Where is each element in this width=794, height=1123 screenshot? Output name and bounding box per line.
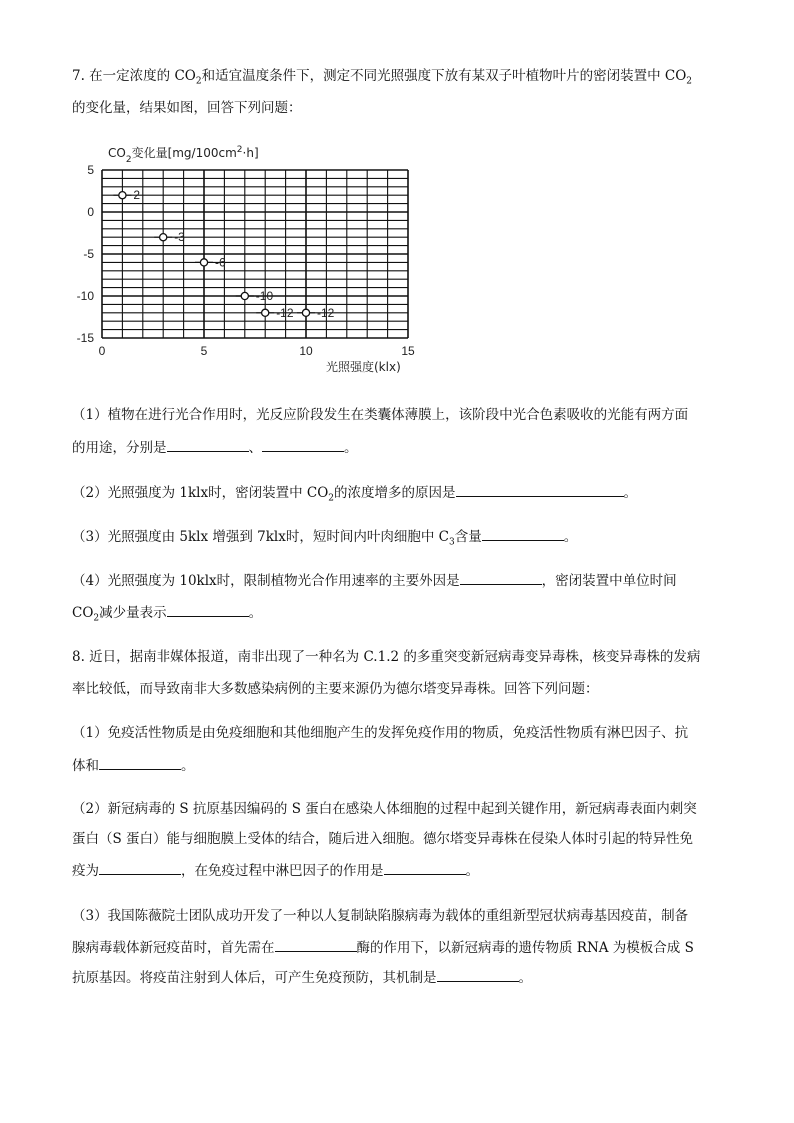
- text: （3）光照强度由 5klx 增强到 7klx时，短时间内叶肉细胞中 C: [72, 529, 449, 545]
- text: 腺病毒载体新冠疫苗时，首先需在: [72, 940, 275, 956]
- text: 和适宜温度条件下，测定不同光照强度下放有某双子叶植物叶片的密闭装置中 CO: [201, 68, 687, 84]
- answer-blank[interactable]: [482, 526, 564, 541]
- co2-change-chart: [60, 140, 430, 380]
- q7-part3: [72, 526, 577, 547]
- text: 。: [344, 440, 358, 456]
- x-tick-labels: [99, 344, 415, 358]
- subscript: 2: [328, 493, 335, 504]
- x-tick-label: 15: [401, 344, 415, 358]
- subscript: 3: [448, 537, 455, 548]
- answer-blank[interactable]: [167, 602, 249, 617]
- y-tick-label: -10: [76, 289, 94, 303]
- text: 的用途，分别是: [72, 440, 167, 456]
- text: 减少量表示: [99, 605, 167, 621]
- data-point: [241, 292, 248, 299]
- q8-part2-line2: 蛋白（S 蛋白）能与细胞膜上受体的结合，随后进入细胞。德尔塔变异毒株在侵染人体时引起的特异性免: [72, 831, 694, 847]
- answer-blank[interactable]: [384, 860, 466, 875]
- q7-stem-line1: [72, 66, 692, 86]
- text: 的浓度增多的原因是: [334, 485, 456, 501]
- text: （4）光照强度为 10klx时，限制植物光合作用速率的主要外因是: [72, 573, 460, 589]
- subscript: 2: [686, 76, 693, 87]
- q7-part1-line1: （1）植物在进行光合作用时，光反应阶段发生在类囊体薄膜上，该阶段中光合色素吸收的光能有两方面: [72, 407, 689, 423]
- data-label: -12: [276, 305, 294, 320]
- q7-part1-line2: [72, 437, 358, 458]
- q8-part2-line3: [72, 860, 479, 881]
- q7-part4-line1: [72, 570, 677, 591]
- q8-part2-line1: （2）新冠病毒的 S 抗原基因编码的 S 蛋白在感染人体细胞的过程中起到关键作用，新冠病毒表面内刺突: [72, 801, 697, 817]
- data-label: -6: [215, 255, 226, 270]
- q8-stem-line1: 8. 近日，据南非媒体报道，南非出现了一种名为 C.1.2 的多重突变新冠病毒变异毒株，核变异毒株的发病: [72, 649, 701, 665]
- answer-blank[interactable]: [262, 437, 344, 452]
- text: 、: [248, 440, 262, 456]
- text: CO: [72, 605, 94, 621]
- answer-blank[interactable]: [99, 860, 181, 875]
- chart-ylabel: $CO_2$变化量$[mg/100cm^2\cdot h]$: [108, 145, 259, 165]
- text: ，密闭装置中单位时间: [541, 573, 677, 589]
- q7-stem-line2: 的变化量，结果如图，回答下列问题：: [72, 100, 302, 116]
- x-tick-label: 10: [299, 344, 313, 358]
- q8-stem-line2: 率比较低，而导致南非大多数感染病例的主要来源仍为德尔塔变异毒株。回答下列问题：: [72, 681, 599, 697]
- y-tick-label: -15: [76, 331, 94, 345]
- text: 。: [181, 758, 195, 774]
- data-point: [160, 234, 167, 241]
- text: 。: [623, 485, 638, 501]
- text: 体和: [72, 758, 99, 774]
- chart-grid: [102, 170, 408, 338]
- text: ，在免疫过程中淋巴因子的作用是: [181, 863, 384, 879]
- data-label: 2: [133, 188, 141, 203]
- y-tick-label: -5: [83, 247, 94, 261]
- subscript: 2: [93, 613, 100, 624]
- text: 。: [518, 970, 532, 986]
- text: 。: [465, 863, 479, 879]
- q7-part2: [72, 482, 637, 503]
- text: （2）光照强度为 1klx时，密闭装置中 CO: [72, 485, 329, 501]
- text: 。: [563, 529, 578, 545]
- text: 。: [248, 605, 263, 621]
- text: 抗原基因。将疫苗注射到人体后，可产生免疫预防，其机制是: [72, 970, 437, 986]
- text: 7. 在一定浓度的 CO: [72, 68, 196, 84]
- text: 含量: [454, 529, 482, 545]
- data-label: -10: [255, 289, 274, 303]
- x-tick-label: 5: [200, 344, 208, 358]
- chart-xlabel: 光照强度(klx): [326, 360, 401, 374]
- q8-part3-line3: [72, 967, 532, 988]
- y-tick-label: 5: [87, 163, 94, 177]
- answer-blank[interactable]: [275, 937, 357, 952]
- y-tick-label: 0: [87, 205, 94, 219]
- q8-part3-line1: （3）我国陈薇院士团队成功开发了一种以人复制缺陷腺病毒为载体的重组新型冠状病毒基因疫苗，制备: [72, 908, 689, 924]
- q8-part1-line1: （1）免疫活性物质是由免疫细胞和其他细胞产生的发挥免疫作用的物质，免疫活性物质有淋巴因子、抗: [72, 725, 689, 741]
- q8-part1-line2: [72, 755, 195, 776]
- data-point: [119, 192, 126, 199]
- answer-blank[interactable]: [460, 570, 542, 585]
- text: 酶的作用下，以新冠病毒的遗传物质 RNA 为模板合成 S: [356, 940, 694, 956]
- q8-part3-line2: [72, 937, 694, 958]
- answer-blank[interactable]: [167, 437, 249, 452]
- q7-part4-line2: [72, 602, 262, 623]
- answer-blank[interactable]: [99, 755, 181, 770]
- data-point: [302, 309, 309, 316]
- x-tick-label: 0: [98, 344, 106, 358]
- subscript: 2: [195, 76, 202, 87]
- data-point: [262, 309, 269, 316]
- answer-blank[interactable]: [437, 967, 519, 982]
- data-point: [200, 259, 207, 266]
- data-label: -12: [317, 305, 335, 320]
- answer-blank[interactable]: [456, 482, 624, 497]
- text: 疫为: [72, 863, 99, 879]
- data-label: -3: [174, 230, 185, 245]
- y-tick-labels: [77, 163, 95, 345]
